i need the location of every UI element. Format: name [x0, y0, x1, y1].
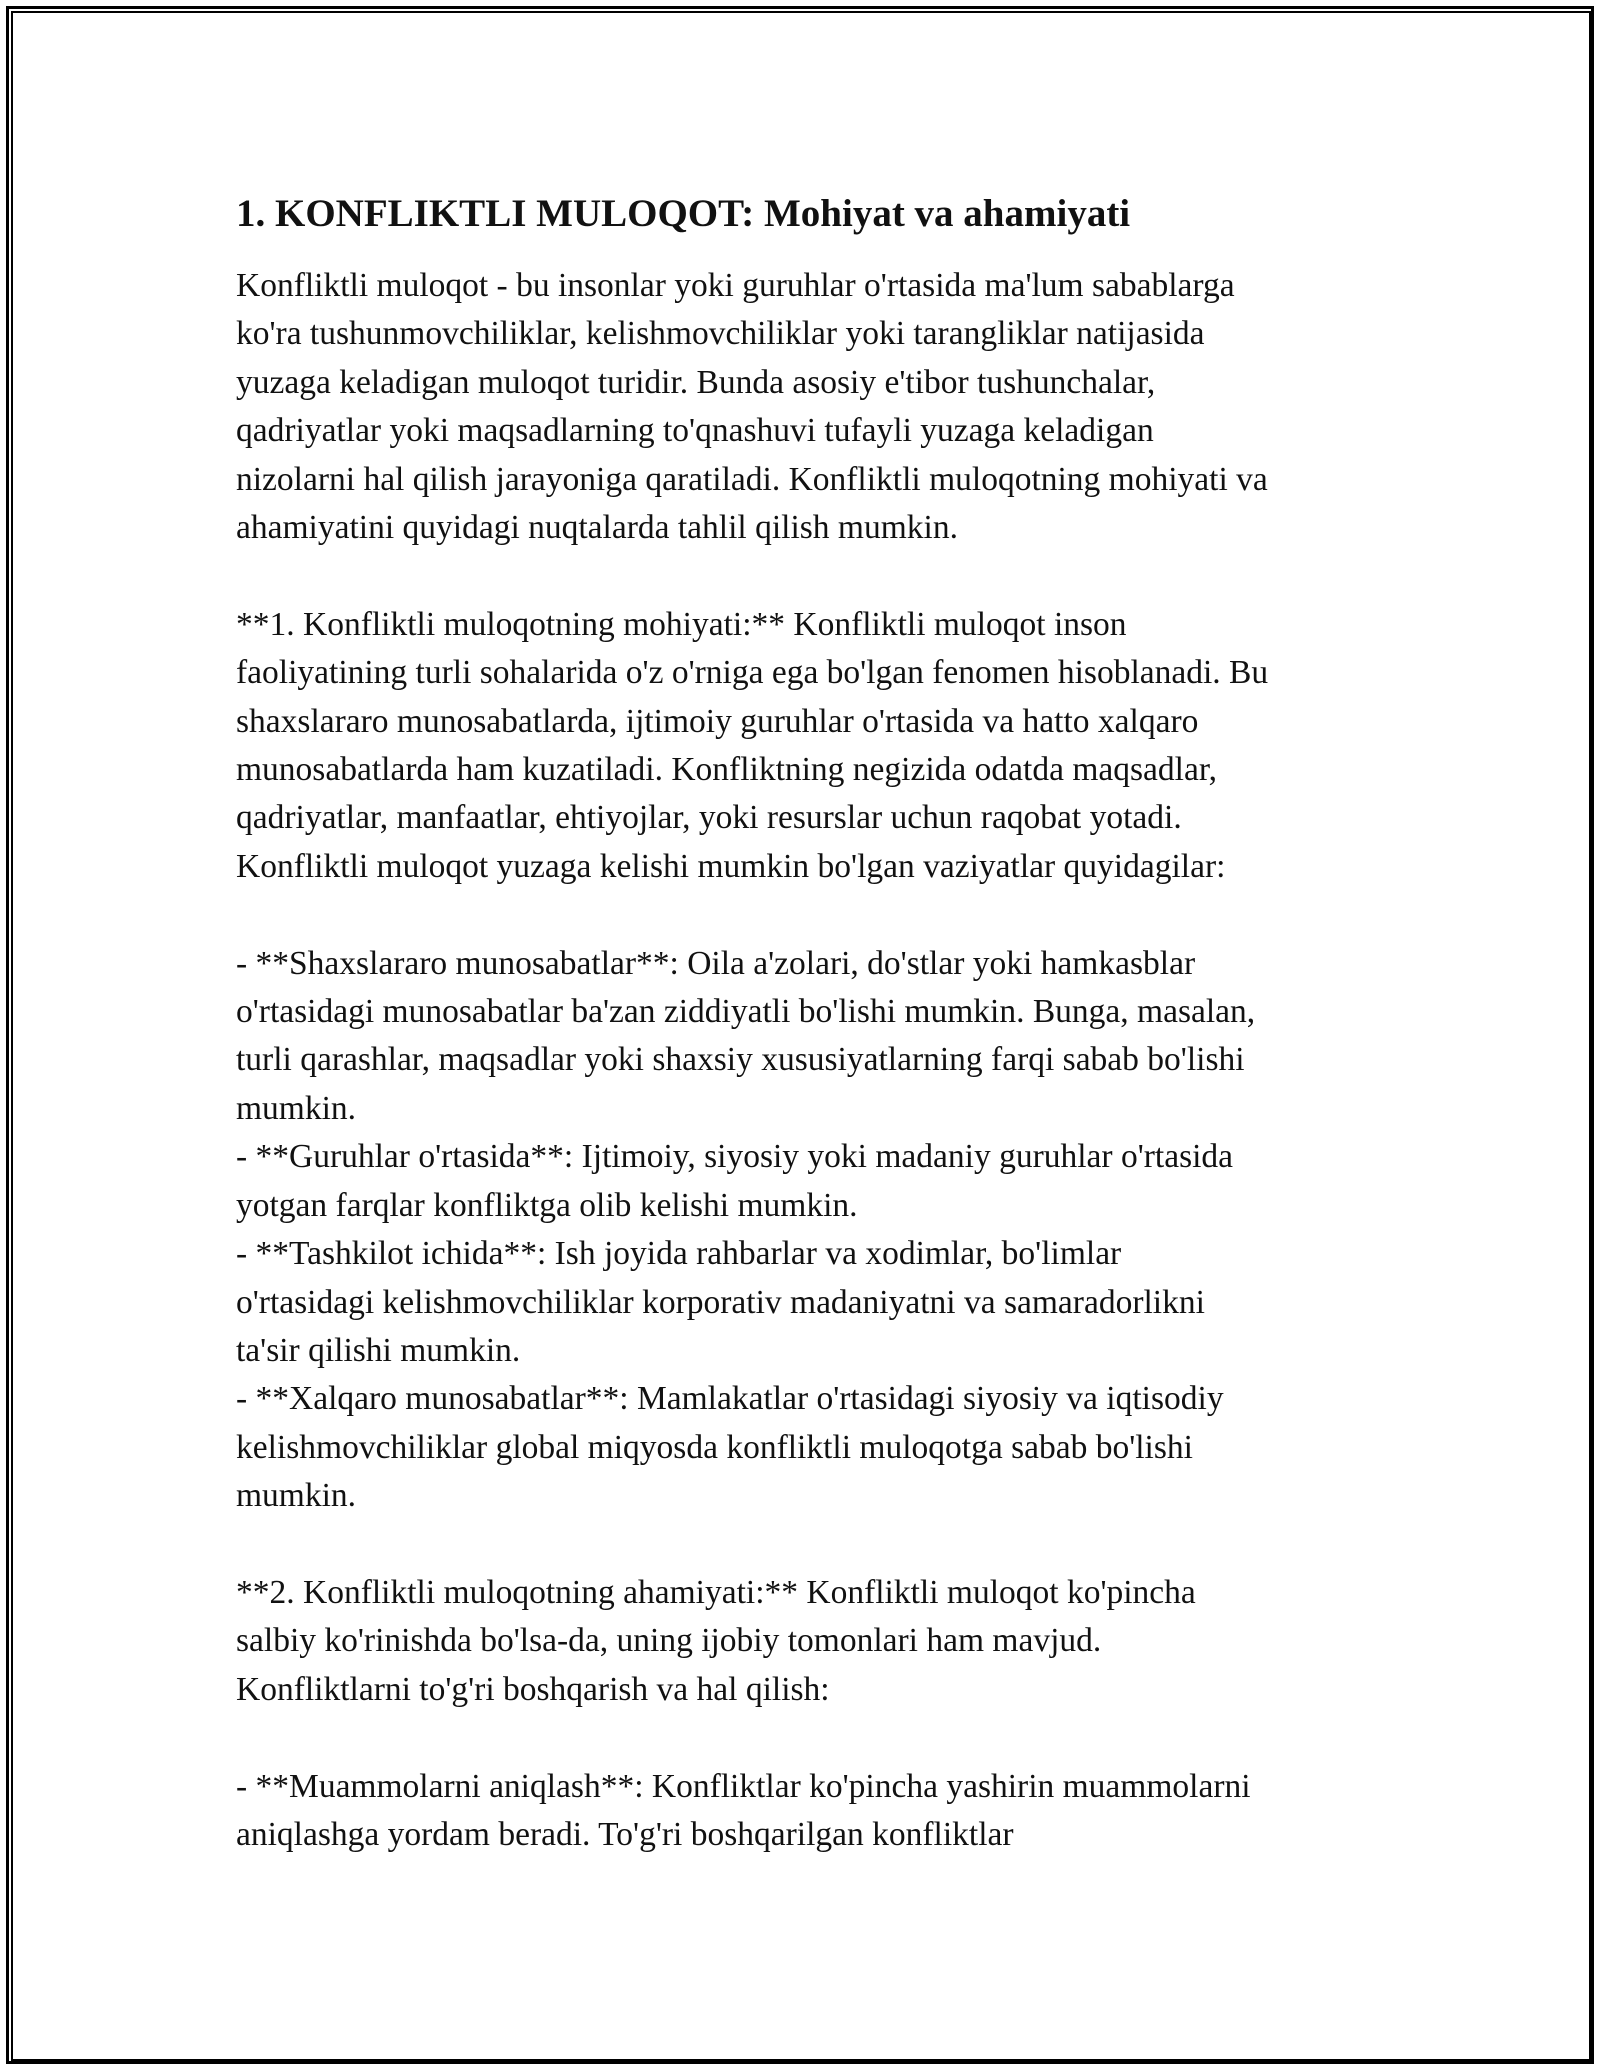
situations-list: - **Shaxslararo munosabatlar**: Oila a'zolari, do'stlar yoki hamkasblar o'rtasidagi munosabatlar ba'zan ziddiyatli bo'lishi mumkin. Bunga, masalan, turli qarashlar, maqsadlar yoki shaxsiy xususiyatlarning farqi sabab bo'lishi mumkin. - **Guruhlar o'rtasida**: Ijtimoiy, siyosiy yoki madaniy guruhlar o'rtasida yotgan farqlar konfliktga olib kelishi mumkin. - **Tashkilot ichida**: Ish joyida rahbarlar va xodimlar, bo'limlar o'rtasidagi kelishmovchiliklar korporativ madaniyatni va samaradorlikni ta'sir qilishi mumkin. - **Xalqaro munosabatlar**: Mamlakatlar o'rtasidagi siyosiy va iqtisodiy kelishmovchiliklar global miqyosda konfliktli muloqotga sabab bo'lishi mumkin.: [236, 944, 1256, 1515]
paragraph-gap: [236, 1521, 1386, 1569]
document-heading: 1. KONFLIKTLI MULOQOT: Mohiyat va ahamiyati: [236, 192, 1131, 235]
intro-paragraph: Konfliktli muloqot - bu insonlar yoki guruhlar o'rtasida ma'lum sabablarga ko'ra tushunmovchiliklar, kelishmovchiliklar yoki tarangliklar natijasida yuzaga keladigan muloqot turidir. Bunda asosiy e'tibor tushunchalar, qadriyatlar yoki maqsadlarning to'qnashuvi tufayli yuzaga keladigan nizolarni hal qilish jarayoniga qaratiladi. Konfliktli muloqotning mohiyati va ahamiyatini quyidagi nuqtalarda tahlil qilish mumkin.: [236, 267, 1268, 547]
essence-paragraph: **1. Konfliktli muloqotning mohiyati:** Konfliktli muloqot inson faoliyatining turli sohalarida o'z o'rniga ega bo'lgan fenomen hisoblanadi. Bu shaxslararo munosabatlarda, ijtimoiy guruhlar o'rtasida va hatto xalqaro munosabatlarda ham kuzatiladi. Konfliktning negizida odatda maqsadlar, qadriyatlar, manfaatlar, ehtiyojlar, yoki resurslar uchun raqobat yotadi. Konfliktli muloqot yuzaga kelishi mumkin bo'lgan vaziyatlar quyidagilar:: [236, 605, 1269, 885]
paragraph-gap: [236, 891, 1386, 939]
paragraph-gap: [236, 1714, 1386, 1762]
benefits-list: - **Muammolarni aniqlash**: Konfliktlar ko'pincha yashirin muammolarni aniqlashga yordam beradi. To'g'ri boshqarilgan konfliktlar: [236, 1767, 1251, 1853]
importance-paragraph: **2. Konfliktli muloqotning ahamiyati:** Konfliktli muloqot ko'pincha salbiy ko'rinishda bo'lsa-da, uning ijobiy tomonlari ham mavjud. Konfliktlarni to'g'ri boshqarish va hal qilish:: [236, 1573, 1196, 1708]
document-body: [236, 186, 1386, 1859]
paragraph-gap: [236, 552, 1386, 600]
